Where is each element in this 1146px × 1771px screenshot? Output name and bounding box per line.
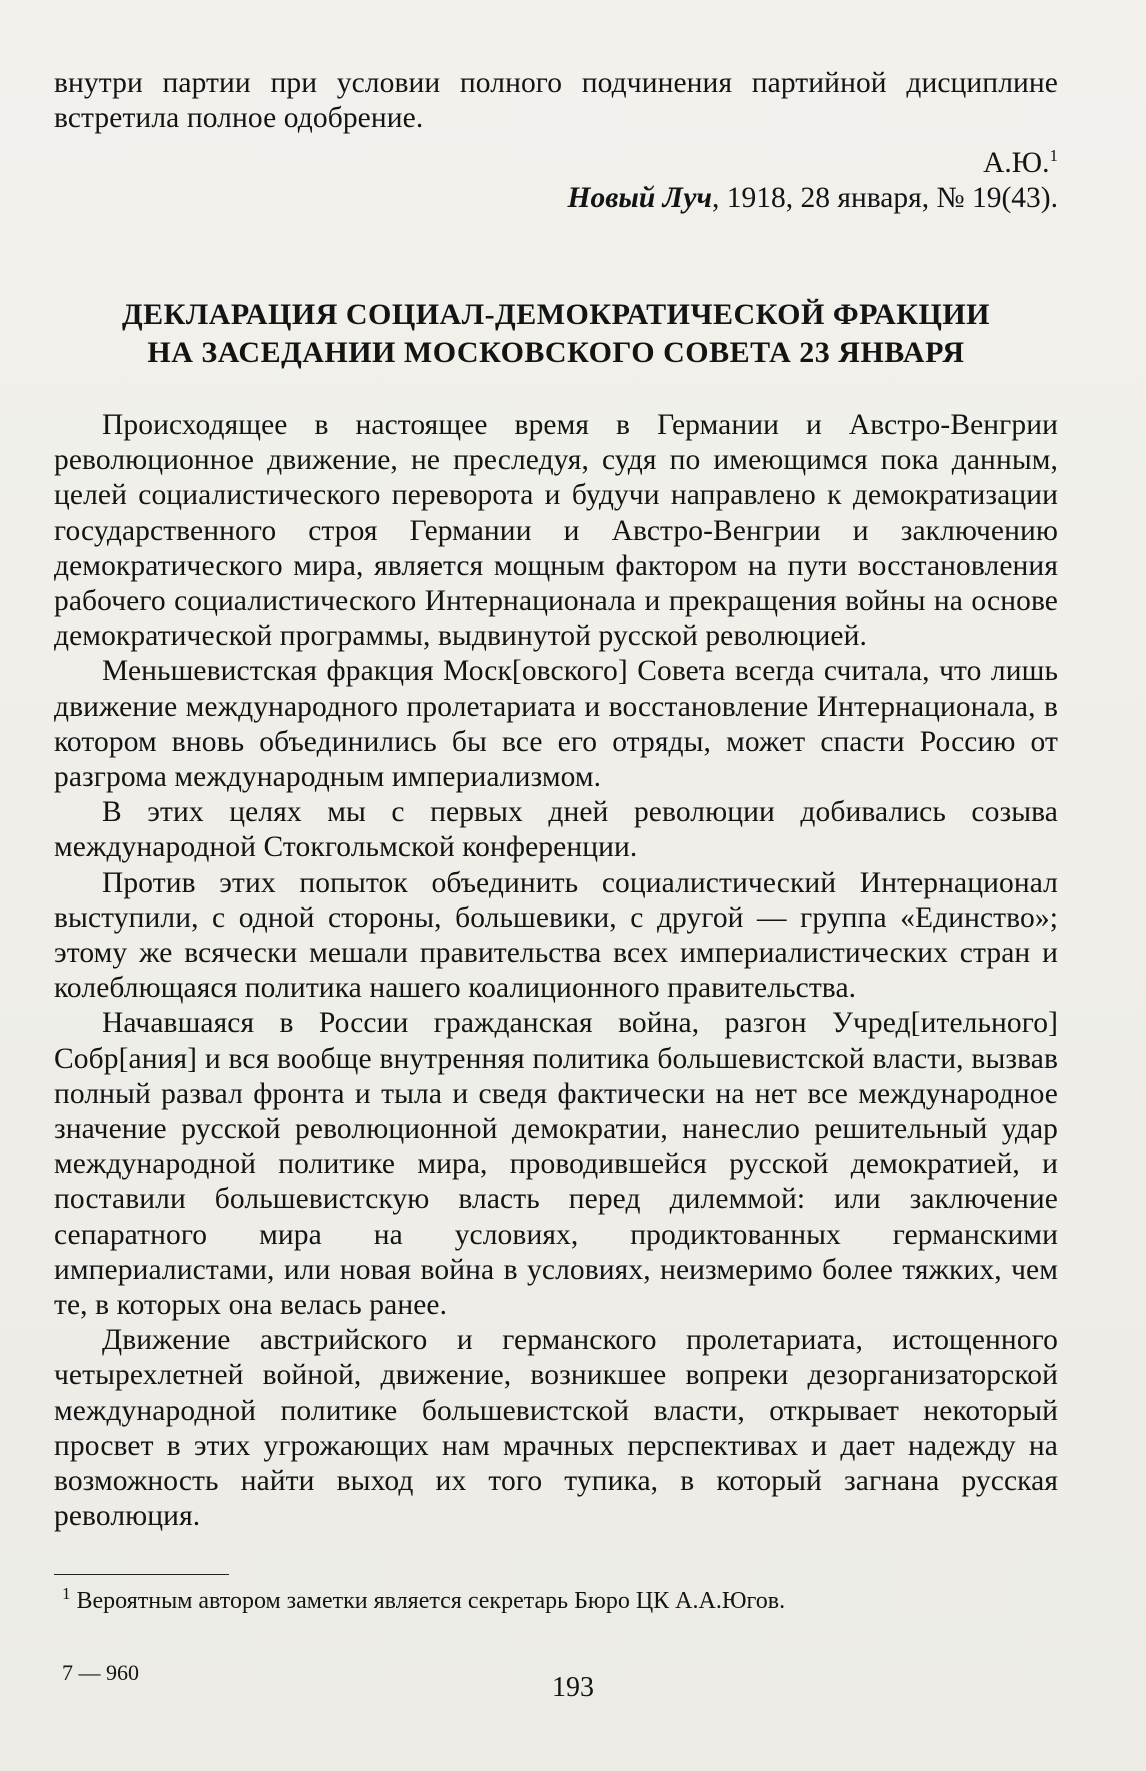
footnote-number: 1 bbox=[62, 1584, 71, 1603]
signature-block bbox=[568, 146, 1059, 216]
newspaper-title: Новый Луч bbox=[567, 182, 713, 214]
continuation-paragraph: внутри партии при условии полного подчинения партийной дисциплине встретила полное одобрение. bbox=[54, 67, 1058, 135]
body-paragraph-6: Движение австрийского и германского пролетариата, истощенного четырехлетней войной, движение, возникшее вопреки дезорганизаторской международной политике большевистской власти, открывает некоторый просвет в этих угрожающих нам мрачных перспективах и дает надежду на возможность найти выход их того тупика, в который загнана русская революция. bbox=[54, 1324, 1058, 1533]
declaration-body bbox=[54, 408, 1058, 1535]
footnote bbox=[62, 1586, 785, 1616]
author-initials: А.Ю.$^1$ bbox=[983, 146, 1058, 179]
body-paragraph-3: В этих целях мы с первых дней революции добивались созыва международной Стокгольмской конференции. bbox=[54, 796, 1058, 864]
declaration-heading bbox=[54, 296, 1058, 372]
printer-signature-mark: 7 — 960 bbox=[62, 1660, 139, 1685]
footnote-rule bbox=[54, 1574, 229, 1575]
body-paragraph-2: Меньшевистская фракция Моск[овского] Совета всегда считала, что лишь движение международного пролетариата и восстановление Интернационала, в котором вновь объединились бы все его отряды, может спасти Россию от разгрома международным империализмом. bbox=[54, 655, 1058, 794]
footnote-ref: 1 bbox=[1049, 146, 1058, 166]
source-citation bbox=[568, 181, 1059, 216]
heading-line-2: НА ЗАСЕДАНИИ МОСКОВСКОГО СОВЕТА 23 ЯНВАРЯ bbox=[147, 336, 965, 369]
heading-line-1: ДЕКЛАРАЦИЯ СОЦИАЛ-ДЕМОКРАТИЧЕСКОЙ ФРАКЦИИ bbox=[121, 298, 991, 331]
continuation-block bbox=[54, 66, 1058, 136]
page-number: 193 bbox=[552, 1672, 594, 1703]
body-paragraph-5: Начавшаяся в России гражданская война, разгон Учред[ительного] Собр[ания] и вся вообще внутренняя политика большевистской власти, вызвав полный развал фронта и тыла и сведя фактически на нет все международное значение русской революционной демократии, нанеслио решительный удар международной политике мира, проводившейся русской демократией, и поставили большевистскую власть перед дилеммой: или заключение сепаратного мира на условиях, продиктованных германскими империалистами, или новая война в условиях, неизмеримо более тяжких, чем те, в которых она велась ранее. bbox=[54, 1007, 1058, 1322]
body-paragraph-1: Происходящее в настоящее время в Германии и Австро-Венгрии революционное движение, не преследуя, судя по имеющимся пока данным, целей социалистического переворота и будучи направлено к демократизации государственного строя Германии и Австро-Венгрии и заключению демократического мира, является мощным фактором на пути восстановления рабочего социалистического Интернационала и прекращения войны на основе демократической программы, выдвинутой русской революцией. bbox=[54, 409, 1058, 653]
citation-details: , 1918, 28 января, № 19(43). bbox=[712, 182, 1058, 214]
footnote-text: Вероятным автором заметки является секретарь Бюро ЦК А.А.Югов. bbox=[76, 1588, 786, 1614]
body-paragraph-4: Против этих попыток объединить социалистический Интернационал выступили, с одной стороны, большевики, с другой — группа «Единство»; этому же всячески мешали правительства всех империалистических стран и колеблющаяся политика нашего коалиционного правительства. bbox=[54, 866, 1058, 1005]
